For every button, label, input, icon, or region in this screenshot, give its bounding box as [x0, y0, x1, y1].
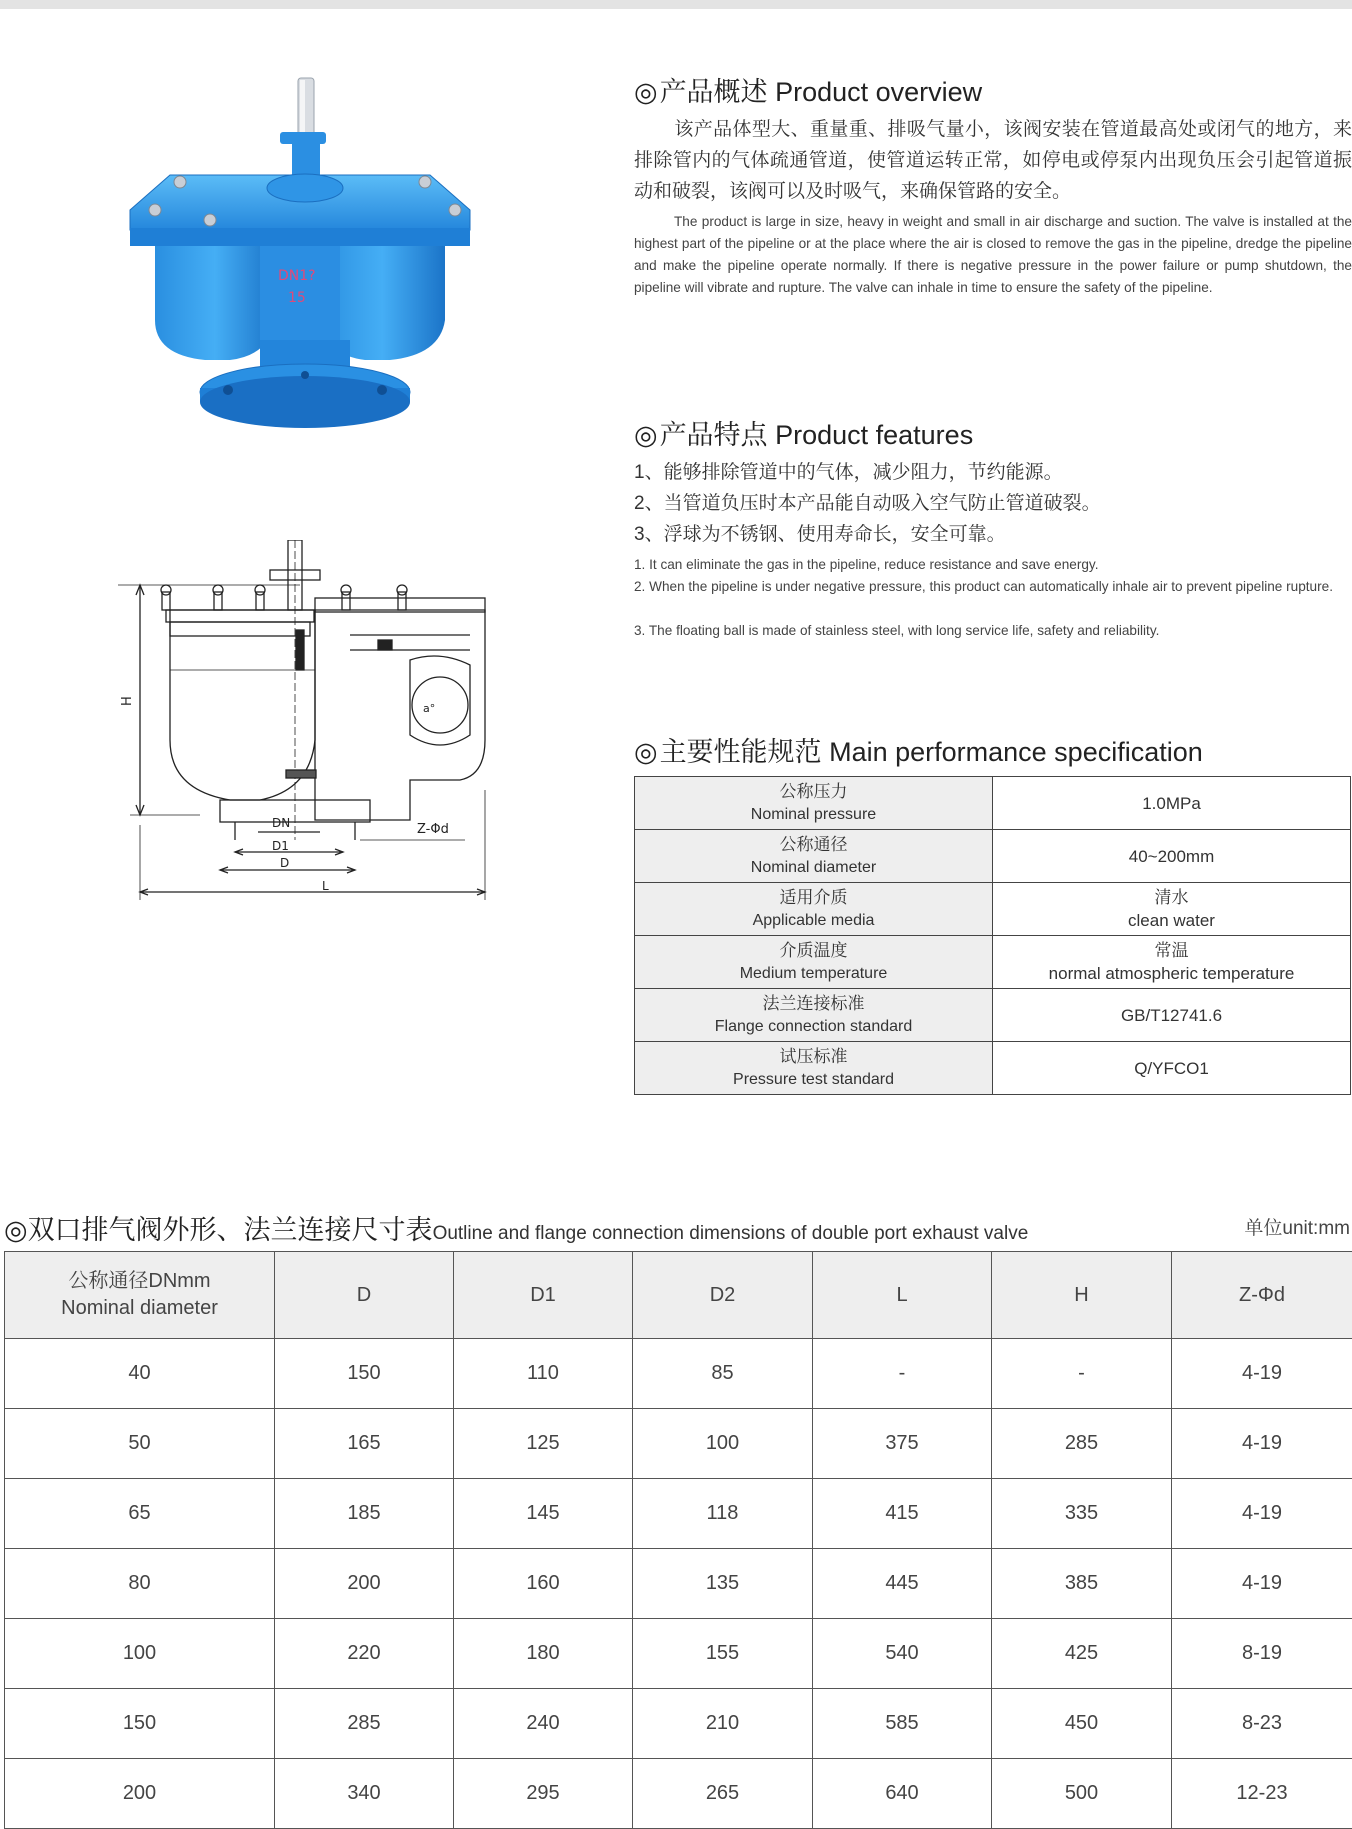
dims-header-cell: D1 — [454, 1252, 633, 1339]
spec-key-cn: 介质温度 — [635, 939, 992, 962]
table-cell: 220 — [275, 1619, 454, 1689]
dims-title — [4, 1208, 1028, 1247]
spec-value-1: 40~200mm — [993, 845, 1350, 868]
table-cell: 150 — [275, 1339, 454, 1409]
dims-table — [4, 1251, 1352, 1829]
table-row — [5, 1409, 1352, 1479]
table-cell: 340 — [275, 1759, 454, 1829]
double-circle-icon: ◎ — [634, 737, 658, 767]
dims-header-cell: H — [992, 1252, 1172, 1339]
feature-en-1: 1. It can eliminate the gas in the pipeline, reduce resistance and save energy. — [634, 554, 1352, 576]
spec-value — [993, 936, 1351, 989]
table-cell: 8-19 — [1172, 1619, 1352, 1689]
table-cell: 125 — [454, 1409, 633, 1479]
features-title-en: Product features — [775, 420, 973, 450]
spec-key-cn: 公称压力 — [635, 780, 992, 803]
spec-key — [635, 1042, 993, 1095]
spec-value — [993, 883, 1351, 936]
dims-unit: 单位unit:mm — [1244, 1213, 1350, 1240]
table-row — [5, 1619, 1352, 1689]
spec-value-1: GB/T12741.6 — [993, 1004, 1350, 1027]
table-cell: 100 — [5, 1619, 275, 1689]
table-cell: 640 — [813, 1759, 992, 1829]
table-cell: 295 — [454, 1759, 633, 1829]
drawing-label-angle: a° — [423, 702, 435, 715]
spec-value-2: normal atmospheric temperature — [993, 962, 1350, 985]
table-cell: 8-23 — [1172, 1689, 1352, 1759]
drawing-label-d: D — [280, 856, 289, 870]
spec-key-cn: 适用介质 — [635, 886, 992, 909]
table-cell: 385 — [992, 1549, 1172, 1619]
table-row — [5, 1759, 1352, 1829]
table-cell: 150 — [5, 1689, 275, 1759]
spec-key-cn: 试压标准 — [635, 1045, 992, 1068]
table-row — [5, 1689, 1352, 1759]
table-cell: 4-19 — [1172, 1479, 1352, 1549]
spec-row — [635, 883, 1351, 936]
spec-value-1: 常温 — [993, 939, 1350, 962]
spec-title-cn: 主要性能规范 — [660, 737, 822, 767]
table-cell: - — [992, 1339, 1172, 1409]
spec-value-1: Q/YFCO1 — [993, 1057, 1350, 1080]
table-cell: 155 — [633, 1619, 813, 1689]
overview-title-cn: 产品概述 — [660, 77, 768, 107]
spec-value — [993, 777, 1351, 830]
table-cell: 500 — [992, 1759, 1172, 1829]
table-cell: 445 — [813, 1549, 992, 1619]
features-title — [634, 413, 973, 452]
spec-value — [993, 1042, 1351, 1095]
feature-cn-2: 2、当管道负压时本产品能自动吸入空气防止管道破裂。 — [634, 488, 1352, 519]
table-cell: 285 — [992, 1409, 1172, 1479]
top-bar — [0, 0, 1352, 9]
spec-key — [635, 830, 993, 883]
dims-header-cell: D — [275, 1252, 454, 1339]
photo-marking-line2: 15 — [288, 290, 306, 306]
table-cell: 165 — [275, 1409, 454, 1479]
drawing-label-zphi: Z-Φd — [417, 822, 449, 837]
table-cell: 285 — [275, 1689, 454, 1759]
spec-key-en: Pressure test standard — [635, 1068, 992, 1091]
table-cell: 265 — [633, 1759, 813, 1829]
spec-value — [993, 989, 1351, 1042]
table-cell: 160 — [454, 1549, 633, 1619]
photo-marking-line1: DN1? — [278, 268, 316, 284]
spec-row — [635, 777, 1351, 830]
features-title-cn: 产品特点 — [660, 420, 768, 450]
table-cell: 210 — [633, 1689, 813, 1759]
table-cell: 4-19 — [1172, 1339, 1352, 1409]
table-cell: 110 — [454, 1339, 633, 1409]
dims-header-cell — [5, 1252, 275, 1339]
overview-text-cn-body: 该产品体型大、重量重、排吸气量小，该阀安装在管道最高处或闭气的地方，来排除管内的气体疏通管道，使管道运转正常，如停电或停泵内出现负压会引起管道振动和破裂，该阀可以及时吸气，来确保管路的安全。 — [634, 119, 1352, 202]
spec-key — [635, 777, 993, 830]
spec-key — [635, 989, 993, 1042]
double-circle-icon: ◎ — [4, 1215, 28, 1245]
table-cell: 240 — [454, 1689, 633, 1759]
table-cell: 200 — [275, 1549, 454, 1619]
feature-en-2: 2. When the pipeline is under negative pressure, this product can automatically inhale air to prevent pipeline rupture. — [634, 576, 1352, 598]
overview-title — [634, 70, 982, 109]
table-cell: 4-19 — [1172, 1549, 1352, 1619]
valve-section-drawing — [110, 540, 500, 920]
spec-key-en: Applicable media — [635, 909, 992, 932]
spec-key-en: Medium temperature — [635, 962, 992, 985]
overview-text-en-body: The product is large in size, heavy in weight and small in air discharge and suction. The valve is installed at the highest part of the pipeline or at the place where the air is closed to remove the gas in the pipeline, dredge the pipeline and make the pipeline operate normally. If there is negative pressure in the power failure or pump shutdown, the pipeline will vibrate and rupture. The valve can inhale in time to ensure the safety of the pipeline. — [634, 214, 1352, 295]
overview-text-en — [634, 211, 1352, 299]
dims-header-cell: D2 — [633, 1252, 813, 1339]
spec-value — [993, 830, 1351, 883]
spec-key — [635, 883, 993, 936]
dims-header-cell: Z-Φd — [1172, 1252, 1352, 1339]
drawing-label-dn: DN — [272, 816, 290, 830]
table-cell: 425 — [992, 1619, 1172, 1689]
drawing-label-l: L — [322, 879, 329, 893]
dims-header-en: Nominal diameter — [6, 1295, 273, 1322]
drawing-label-h: H — [120, 696, 135, 706]
dims-title-cn: 双口排气阀外形、法兰连接尺寸表 — [28, 1215, 433, 1245]
table-cell: 80 — [5, 1549, 275, 1619]
spec-table — [634, 776, 1351, 1095]
feature-cn-3: 3、浮球为不锈钢、使用寿命长，安全可靠。 — [634, 519, 1352, 550]
valve-photo — [110, 70, 490, 440]
dims-title-en: Outline and flange connection dimensions of double port exhaust valve — [433, 1223, 1029, 1244]
dims-header-cell: L — [813, 1252, 992, 1339]
overview-title-en: Product overview — [775, 77, 982, 107]
spec-key-en: Nominal diameter — [635, 856, 992, 879]
spec-title — [634, 730, 1203, 769]
spec-row — [635, 936, 1351, 989]
table-cell: 585 — [813, 1689, 992, 1759]
spec-key-en: Flange connection standard — [635, 1015, 992, 1038]
table-cell: 415 — [813, 1479, 992, 1549]
spec-value-1: 清水 — [993, 886, 1350, 909]
spec-value-1: 1.0MPa — [993, 792, 1350, 815]
table-row — [5, 1339, 1352, 1409]
table-cell: 180 — [454, 1619, 633, 1689]
spec-row — [635, 989, 1351, 1042]
table-cell: 335 — [992, 1479, 1172, 1549]
spec-row — [635, 1042, 1351, 1095]
spec-title-en: Main performance specification — [829, 737, 1203, 767]
drawing-label-d1: D1 — [272, 839, 289, 853]
table-row — [5, 1479, 1352, 1549]
spec-key-cn: 公称通径 — [635, 833, 992, 856]
table-cell: 450 — [992, 1689, 1172, 1759]
double-circle-icon: ◎ — [634, 77, 658, 107]
spec-key-cn: 法兰连接标准 — [635, 992, 992, 1015]
feature-cn-1: 1、能够排除管道中的气体，减少阻力，节约能源。 — [634, 457, 1352, 488]
feature-en-3: 3. The floating ball is made of stainless steel, with long service life, safety and reliability. — [634, 620, 1352, 642]
dims-header-row — [5, 1252, 1352, 1339]
table-cell: - — [813, 1339, 992, 1409]
double-circle-icon: ◎ — [634, 420, 658, 450]
table-cell: 375 — [813, 1409, 992, 1479]
overview-text-cn — [634, 114, 1352, 207]
table-cell: 65 — [5, 1479, 275, 1549]
table-cell: 540 — [813, 1619, 992, 1689]
table-cell: 200 — [5, 1759, 275, 1829]
table-row — [5, 1549, 1352, 1619]
table-cell: 4-19 — [1172, 1409, 1352, 1479]
table-cell: 50 — [5, 1409, 275, 1479]
table-cell: 135 — [633, 1549, 813, 1619]
spec-value-2: clean water — [993, 909, 1350, 932]
table-cell: 118 — [633, 1479, 813, 1549]
table-cell: 185 — [275, 1479, 454, 1549]
dims-header-cn: 公称通径DNmm — [6, 1268, 273, 1295]
table-cell: 145 — [454, 1479, 633, 1549]
table-cell: 40 — [5, 1339, 275, 1409]
table-cell: 100 — [633, 1409, 813, 1479]
table-cell: 85 — [633, 1339, 813, 1409]
spec-key — [635, 936, 993, 989]
spec-key-en: Nominal pressure — [635, 803, 992, 826]
spec-row — [635, 830, 1351, 883]
table-cell: 12-23 — [1172, 1759, 1352, 1829]
